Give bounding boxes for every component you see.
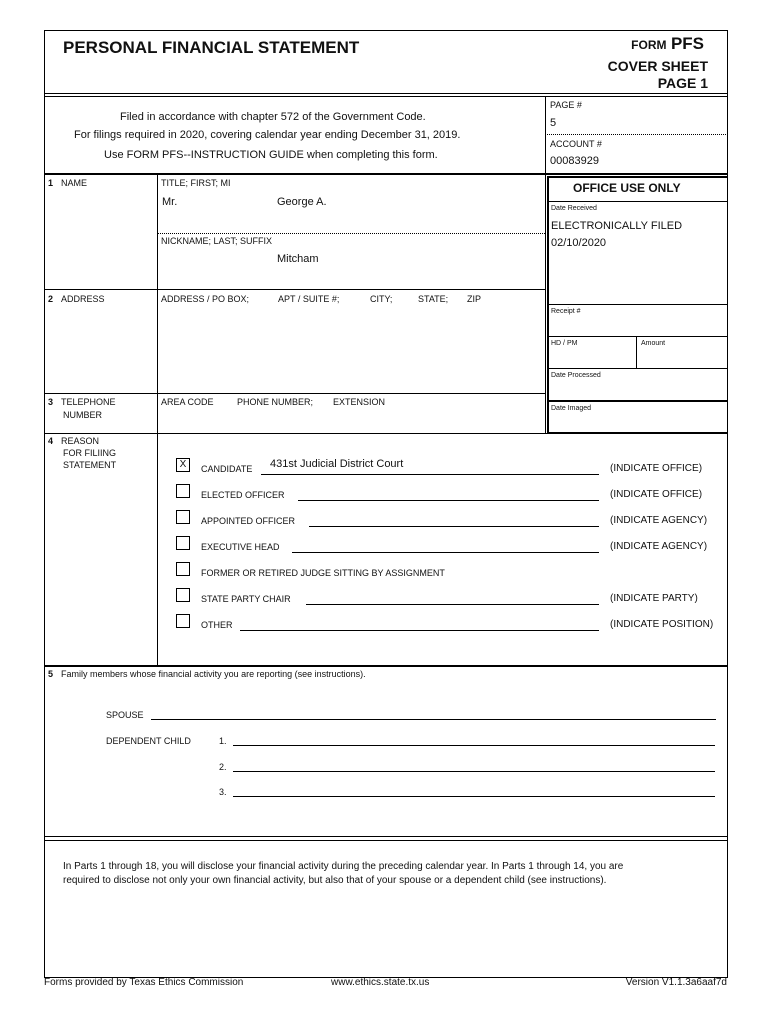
date-processed-label: Date Processed [551, 372, 601, 379]
form-code [631, 34, 704, 54]
area-code-field[interactable]: AREA CODE [161, 397, 214, 407]
child-3-field[interactable] [233, 796, 715, 797]
child-1-number: 1. [219, 736, 227, 746]
office-use-only-box [547, 176, 728, 434]
child-2-number: 2. [219, 762, 227, 772]
candidate-checkbox[interactable]: X [176, 458, 190, 472]
state-party-chair-indicate: (INDICATE PARTY) [610, 593, 698, 604]
apt-suite-field[interactable]: APT / SUITE #; [278, 294, 340, 304]
other-field[interactable] [240, 630, 599, 631]
date-received-label: Date Received [551, 205, 597, 212]
nickname-last-suffix-label: NICKNAME; LAST; SUFFIX [161, 236, 273, 246]
executive-head-field[interactable] [292, 552, 599, 553]
spouse-label: SPOUSE [106, 710, 144, 720]
other-label: OTHER [201, 620, 233, 630]
date-received-value-2: 02/10/2020 [551, 237, 607, 249]
cover-sheet-label: COVER SHEET [607, 58, 708, 74]
former-judge-label: FORMER OR RETIRED JUDGE SITTING BY ASSIGNMENT [201, 568, 445, 578]
section-5-label: 5 Family members whose financial activity you are reporting (see instructions). [48, 669, 366, 679]
section-2-label: 2 ADDRESS [48, 294, 105, 304]
appointed-officer-field[interactable] [309, 526, 599, 527]
last-name-field[interactable]: Mitcham [277, 253, 319, 265]
dependent-child-label: DEPENDENT CHILD [106, 736, 191, 746]
section-4-label-line-2: FOR FILIING [63, 448, 117, 458]
account-number-value[interactable]: 00083929 [550, 155, 599, 167]
section-3-label: 3 TELEPHONE [48, 397, 116, 407]
zip-field[interactable]: ZIP [467, 294, 482, 304]
city-field[interactable]: CITY; [370, 294, 393, 304]
form-prefix: FORM [631, 38, 667, 52]
footer-website[interactable]: www.ethics.state.tx.us [331, 977, 430, 988]
footer-version: Version V1.1.3a6aaf7d [625, 977, 727, 988]
child-3-number: 3. [219, 787, 227, 797]
hd-pm-label: HD / PM [551, 340, 578, 347]
state-party-chair-checkbox[interactable] [176, 588, 190, 602]
candidate-office-field[interactable]: 431st Judicial District Court [270, 458, 404, 470]
executive-head-checkbox[interactable] [176, 536, 190, 550]
child-2-field[interactable] [233, 771, 715, 772]
page-number-label: PAGE # [550, 100, 582, 110]
intro-line-1: Filed in accordance with chapter 572 of the Government Code. [120, 111, 426, 123]
address-field[interactable]: ADDRESS / PO BOX; [161, 294, 250, 304]
elected-officer-indicate: (INDICATE OFFICE) [610, 489, 703, 500]
title-field[interactable]: Mr. [162, 196, 178, 208]
appointed-officer-indicate: (INDICATE AGENCY) [610, 515, 708, 526]
candidate-indicate: (INDICATE OFFICE) [610, 463, 703, 474]
title-first-mi-label: TITLE; FIRST; MI [161, 178, 231, 188]
appointed-officer-checkbox[interactable] [176, 510, 190, 524]
spouse-field[interactable] [151, 719, 716, 720]
extension-field[interactable]: EXTENSION [333, 397, 386, 407]
state-party-chair-label: STATE PARTY CHAIR [201, 594, 291, 604]
office-use-only-title: OFFICE USE ONLY [573, 181, 681, 195]
appointed-officer-label: APPOINTED OFFICER [201, 516, 296, 526]
page-number-value[interactable]: 5 [550, 117, 557, 129]
notice-line-2: required to disclose not only your own financial activity, but also that of your spouse or a dependent child (see instructions). [63, 875, 607, 886]
section-4-label: 4 REASON [48, 436, 100, 446]
date-received-value-1: ELECTRONICALLY FILED [551, 220, 683, 232]
form-title: PERSONAL FINANCIAL STATEMENT [63, 38, 360, 57]
state-field[interactable]: STATE; [418, 294, 449, 304]
child-1-field[interactable] [233, 745, 715, 746]
section-1-label: 1 NAME [48, 178, 88, 188]
elected-officer-field[interactable] [298, 500, 599, 501]
section-4-label-line-3: STATEMENT [63, 460, 117, 470]
section-3-label-line-2: NUMBER [63, 410, 103, 420]
footer-provider: Forms provided by Texas Ethics Commission [44, 977, 244, 988]
receipt-number-label: Receipt # [551, 308, 581, 315]
notice-line-1: In Parts 1 through 18, you will disclose your financial activity during the preceding calendar year. In Parts 1 through 14, you are [63, 861, 624, 872]
account-number-label: ACCOUNT # [550, 139, 602, 149]
amount-label: Amount [641, 340, 666, 347]
other-checkbox[interactable] [176, 614, 190, 628]
other-indicate: (INDICATE POSITION) [610, 619, 714, 630]
executive-head-indicate: (INDICATE AGENCY) [610, 541, 708, 552]
elected-officer-checkbox[interactable] [176, 484, 190, 498]
intro-line-2: For filings required in 2020, covering calendar year ending December 31, 2019. [74, 129, 461, 141]
form-code-value: PFS [670, 34, 704, 53]
state-party-chair-field[interactable] [306, 604, 599, 605]
former-judge-checkbox[interactable] [176, 562, 190, 576]
phone-number-field[interactable]: PHONE NUMBER; [237, 397, 314, 407]
elected-officer-label: ELECTED OFFICER [201, 490, 285, 500]
first-name-field[interactable]: George A. [277, 196, 327, 208]
page-label: PAGE 1 [657, 75, 708, 91]
executive-head-label: EXECUTIVE HEAD [201, 542, 280, 552]
intro-line-3: Use FORM PFS--INSTRUCTION GUIDE when completing this form. [104, 149, 438, 161]
date-imaged-label: Date Imaged [551, 405, 592, 412]
candidate-label: CANDIDATE [201, 464, 253, 474]
